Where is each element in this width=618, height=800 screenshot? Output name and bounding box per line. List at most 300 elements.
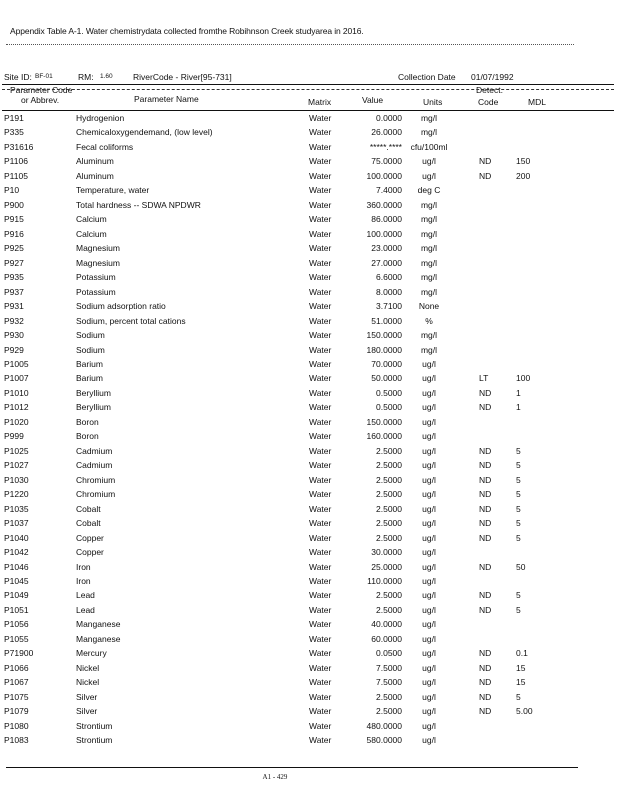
river-code: RiverCode - River[95-731] xyxy=(133,72,232,82)
table-row xyxy=(0,617,618,631)
units-cell: mg/l xyxy=(420,286,438,297)
table-row xyxy=(0,588,618,602)
parameter-name-cell: Cadmium xyxy=(76,460,113,471)
value-cell: 70.0000 xyxy=(371,358,402,369)
detect-code-cell: ND xyxy=(479,460,492,471)
units-cell: ug/l xyxy=(422,503,436,514)
parameter-name-cell: Potassium xyxy=(76,272,116,283)
matrix-cell: Water xyxy=(309,706,332,717)
table-row xyxy=(0,198,618,212)
value-cell: 0.5000 xyxy=(376,402,402,413)
parameter-name-cell: Magnesium xyxy=(76,257,120,268)
detect-code-cell: ND xyxy=(479,402,492,413)
parameter-code-cell: P1005 xyxy=(4,358,29,369)
parameter-code-cell: P1046 xyxy=(4,561,29,572)
matrix-cell: Water xyxy=(309,358,332,369)
parameter-name-cell: Silver xyxy=(76,706,98,717)
matrix-cell: Water xyxy=(309,677,332,688)
units-cell: mg/l xyxy=(420,243,438,254)
table-row xyxy=(0,661,618,675)
matrix-cell: Water xyxy=(309,387,332,398)
matrix-cell: Water xyxy=(309,185,332,196)
units-cell: ug/l xyxy=(422,532,436,543)
parameter-code-cell: P930 xyxy=(4,330,24,341)
table-row xyxy=(0,169,618,183)
parameter-code-cell: P1030 xyxy=(4,474,29,485)
parameter-name-cell: Total hardness -- SDWA NPDWR xyxy=(76,199,201,210)
matrix-cell: Water xyxy=(309,156,332,167)
matrix-cell: Water xyxy=(309,691,332,702)
table-row xyxy=(0,690,618,704)
units-cell: ug/l xyxy=(422,604,436,615)
parameter-code-cell: P929 xyxy=(4,344,24,355)
parameter-name-cell: Barium xyxy=(76,358,103,369)
matrix-cell: Water xyxy=(309,113,332,123)
parameter-code-cell: P915 xyxy=(4,214,24,225)
parameter-code-cell: P10 xyxy=(4,185,20,196)
parameter-name-cell: Mercury xyxy=(76,648,107,659)
table-row xyxy=(0,719,618,733)
detect-code-cell: ND xyxy=(479,170,492,181)
matrix-cell: Water xyxy=(309,489,332,500)
table-row xyxy=(0,357,618,371)
value-cell: 110.0000 xyxy=(367,576,402,586)
parameter-code-cell: P1075 xyxy=(4,691,29,702)
table-row xyxy=(0,444,618,458)
value-cell: 180.0000 xyxy=(366,344,402,355)
parameter-code-cell: P1051 xyxy=(4,604,29,615)
mdl-cell: 5 xyxy=(516,691,521,702)
value-cell: 2.5000 xyxy=(376,474,402,485)
value-cell: 2.5000 xyxy=(376,590,402,601)
value-cell: 51.0000 xyxy=(371,315,402,326)
table-row xyxy=(0,429,618,443)
matrix-cell: Water xyxy=(309,720,332,731)
value-cell: 480.0000 xyxy=(366,720,402,731)
parameter-code-cell: P927 xyxy=(4,257,24,268)
parameter-name-cell: Chemicaloxygendemand, (low level) xyxy=(76,127,213,138)
parameter-name-cell: Strontium xyxy=(76,720,113,731)
value-cell: 60.0000 xyxy=(371,633,402,644)
value-cell: 150.0000 xyxy=(366,330,402,341)
table-row xyxy=(0,386,618,400)
header-code-line2: or Abbrev. xyxy=(21,95,60,105)
matrix-cell: Water xyxy=(309,286,332,297)
site-id-value: BF-01 xyxy=(35,73,53,80)
parameter-code-cell: P1080 xyxy=(4,720,29,731)
detect-code-cell: ND xyxy=(479,604,492,615)
units-cell: ug/l xyxy=(422,474,436,485)
parameter-code-cell: P1010 xyxy=(4,387,29,398)
mdl-cell: 5 xyxy=(516,503,521,514)
page-number: A1 - 429 xyxy=(262,773,288,781)
units-cell: ug/l xyxy=(422,431,436,442)
rm-label: RM: xyxy=(78,72,94,82)
mdl-cell: 5 xyxy=(516,518,521,529)
parameter-code-cell: P1042 xyxy=(4,547,29,558)
matrix-cell: Water xyxy=(309,503,332,514)
detect-code-cell: ND xyxy=(479,387,492,398)
value-cell: 100.0000 xyxy=(366,228,402,239)
parameter-name-cell: Copper xyxy=(76,547,104,558)
mdl-cell: 5 xyxy=(516,489,521,500)
matrix-cell: Water xyxy=(309,460,332,471)
value-cell: 2.5000 xyxy=(376,532,402,543)
units-cell: ug/l xyxy=(422,460,436,471)
table-row xyxy=(0,458,618,472)
parameter-name-cell: Sodium xyxy=(76,330,105,341)
parameter-code-cell: P1049 xyxy=(4,590,29,601)
table-row xyxy=(0,632,618,646)
table-row xyxy=(0,328,618,342)
matrix-cell: Water xyxy=(309,416,332,427)
parameter-name-cell: Magnesium xyxy=(76,243,120,254)
parameter-name-cell: Boron xyxy=(76,431,99,442)
matrix-cell: Water xyxy=(309,474,332,485)
table-row xyxy=(0,212,618,226)
parameter-code-cell: P1025 xyxy=(4,445,29,456)
detect-code-cell: ND xyxy=(479,518,492,529)
units-cell: mg/l xyxy=(420,113,438,123)
detect-code-cell: ND xyxy=(479,662,492,673)
parameter-name-cell: Hydrogenion xyxy=(76,113,125,123)
units-cell: ug/l xyxy=(422,735,436,746)
matrix-cell: Water xyxy=(309,561,332,572)
parameter-name-cell: Lead xyxy=(76,590,95,601)
matrix-cell: Water xyxy=(309,445,332,456)
value-cell: 7.5000 xyxy=(376,677,402,688)
table-row xyxy=(0,111,618,125)
value-cell: 86.0000 xyxy=(371,214,402,225)
detect-code-cell: ND xyxy=(479,648,492,659)
value-cell: 75.0000 xyxy=(371,156,402,167)
table-row xyxy=(0,516,618,530)
value-cell: 360.0000 xyxy=(366,199,402,210)
parameter-name-cell: Chromium xyxy=(76,489,116,500)
units-cell: mg/l xyxy=(420,127,438,138)
units-cell: ug/l xyxy=(422,662,436,673)
table-row xyxy=(0,343,618,357)
parameter-name-cell: Calcium xyxy=(76,214,107,225)
parameter-code-cell: P916 xyxy=(4,228,24,239)
site-info xyxy=(0,72,618,84)
mdl-cell: 5 xyxy=(516,532,521,543)
mdl-cell: 150 xyxy=(516,156,531,167)
table-row xyxy=(0,400,618,414)
mdl-cell: 5.00 xyxy=(516,706,533,717)
units-cell: ug/l xyxy=(422,561,436,572)
header-detect-line1: Detect. xyxy=(476,85,503,95)
parameter-code-cell: P1220 xyxy=(4,489,29,500)
units-cell: ug/l xyxy=(422,720,436,731)
table-row xyxy=(0,487,618,501)
units-cell: mg/l xyxy=(420,257,438,268)
table-row xyxy=(0,227,618,241)
data-table-body xyxy=(0,111,618,748)
value-cell: 6.6000 xyxy=(376,272,402,283)
value-cell: 7.4000 xyxy=(376,185,402,196)
units-cell: ug/l xyxy=(422,387,436,398)
value-cell: 3.7100 xyxy=(376,301,402,312)
mdl-cell: 15 xyxy=(516,662,526,673)
table-row xyxy=(0,241,618,255)
parameter-code-cell: P1105 xyxy=(4,170,28,181)
detect-code-cell: ND xyxy=(479,489,492,500)
mdl-cell: 5 xyxy=(516,460,521,471)
parameter-code-cell: P191 xyxy=(4,113,24,123)
parameter-code-cell: P1066 xyxy=(4,662,29,673)
parameter-code-cell: P1007 xyxy=(4,373,29,384)
units-cell: mg/l xyxy=(420,344,438,355)
matrix-cell: Water xyxy=(309,170,332,181)
value-cell: 150.0000 xyxy=(366,416,402,427)
table-row xyxy=(0,502,618,516)
matrix-cell: Water xyxy=(309,402,332,413)
value-cell: 50.0000 xyxy=(371,373,402,384)
parameter-code-cell: P925 xyxy=(4,243,24,254)
header-matrix: Matrix xyxy=(308,97,332,107)
value-cell: 2.5000 xyxy=(376,445,402,456)
units-cell: ug/l xyxy=(422,170,436,181)
parameter-code-cell: P31616 xyxy=(4,141,34,152)
parameter-name-cell: Cobalt xyxy=(76,518,101,529)
value-cell: 2.5000 xyxy=(376,706,402,717)
parameter-code-cell: P935 xyxy=(4,272,24,283)
header-mdl: MDL xyxy=(528,97,546,107)
detect-code-cell: ND xyxy=(479,691,492,702)
matrix-cell: Water xyxy=(309,228,332,239)
parameter-name-cell: Iron xyxy=(76,576,91,586)
matrix-cell: Water xyxy=(309,590,332,601)
value-cell: 25.0000 xyxy=(371,561,402,572)
value-cell: 2.5000 xyxy=(376,460,402,471)
matrix-cell: Water xyxy=(309,633,332,644)
table-row xyxy=(0,574,618,588)
parameter-name-cell: Beryllium xyxy=(76,402,111,413)
value-cell: 0.0000 xyxy=(376,113,402,123)
mdl-cell: 1 xyxy=(516,402,521,413)
units-cell: ug/l xyxy=(422,156,436,167)
parameter-name-cell: Potassium xyxy=(76,286,116,297)
table-row xyxy=(0,154,618,168)
units-cell: mg/l xyxy=(420,199,438,210)
value-cell: 2.5000 xyxy=(376,489,402,500)
parameter-name-cell: Manganese xyxy=(76,619,121,630)
parameter-code-cell: P1055 xyxy=(4,633,29,644)
matrix-cell: Water xyxy=(309,243,332,254)
units-cell: ug/l xyxy=(422,633,436,644)
matrix-cell: Water xyxy=(309,619,332,630)
units-cell: ug/l xyxy=(422,576,436,586)
units-cell: deg C xyxy=(417,185,441,196)
mdl-cell: 0.1 xyxy=(516,648,528,659)
value-cell: 7.5000 xyxy=(376,662,402,673)
units-cell: ug/l xyxy=(422,590,436,601)
table-row xyxy=(0,560,618,574)
matrix-cell: Water xyxy=(309,648,332,659)
units-cell: ug/l xyxy=(422,648,436,659)
mdl-cell: 200 xyxy=(516,170,531,181)
parameter-code-cell: P335 xyxy=(4,127,24,138)
parameter-name-cell: Lead xyxy=(76,604,95,615)
parameter-code-cell: P1079 xyxy=(4,706,29,717)
parameter-code-cell: P1020 xyxy=(4,416,29,427)
parameter-name-cell: Cobalt xyxy=(76,503,101,514)
parameter-code-cell: P931 xyxy=(4,301,24,312)
parameter-code-cell: P1027 xyxy=(4,460,29,471)
header-detect-line2: Code xyxy=(478,97,499,107)
mdl-cell: 5 xyxy=(516,604,521,615)
table-row xyxy=(0,125,618,139)
units-cell: % xyxy=(425,315,433,326)
units-cell: ug/l xyxy=(422,358,436,369)
value-cell: 2.5000 xyxy=(376,604,402,615)
matrix-cell: Water xyxy=(309,214,332,225)
value-cell: 100.0000 xyxy=(366,170,402,181)
parameter-name-cell: Boron xyxy=(76,416,99,427)
matrix-cell: Water xyxy=(309,344,332,355)
parameter-name-cell: Temperature, water xyxy=(76,185,150,196)
table-row xyxy=(0,140,618,154)
mdl-cell: 100 xyxy=(516,373,531,384)
table-row xyxy=(0,371,618,385)
units-cell: mg/l xyxy=(420,228,438,239)
parameter-name-cell: Strontium xyxy=(76,735,113,746)
mdl-cell: 15 xyxy=(516,677,526,688)
parameter-code-cell: P999 xyxy=(4,431,24,442)
value-cell: 8.0000 xyxy=(376,286,402,297)
value-cell: 160.0000 xyxy=(366,431,402,442)
parameter-name-cell: Aluminum xyxy=(76,156,114,167)
parameter-name-cell: Silver xyxy=(76,691,98,702)
table-row xyxy=(0,270,618,284)
parameter-code-cell: P71900 xyxy=(4,648,34,659)
parameter-code-cell: P937 xyxy=(4,286,24,297)
parameter-name-cell: Iron xyxy=(76,561,91,572)
units-cell: cfu/100ml xyxy=(410,141,448,152)
header-parameter-name: Parameter Name xyxy=(134,94,199,104)
value-cell: 2.5000 xyxy=(376,691,402,702)
table-row xyxy=(0,415,618,429)
table-row xyxy=(0,285,618,299)
parameter-name-cell: Sodium xyxy=(76,344,105,355)
table-row xyxy=(0,314,618,328)
value-cell: 27.0000 xyxy=(371,257,402,268)
mdl-cell: 5 xyxy=(516,445,521,456)
units-cell: ug/l xyxy=(422,445,436,456)
site-id-label: Site ID: xyxy=(4,72,32,82)
detect-code-cell: LT xyxy=(479,373,489,384)
parameter-code-cell: P1035 xyxy=(4,503,29,514)
table-row xyxy=(0,675,618,689)
header-code-line1: Parameter Code xyxy=(10,85,73,95)
units-cell: mg/l xyxy=(420,214,438,225)
rm-value: 1.60 xyxy=(100,73,113,80)
footer-divider xyxy=(6,767,578,768)
table-row xyxy=(0,183,618,197)
parameter-code-cell: P1106 xyxy=(4,156,28,167)
mdl-cell: 5 xyxy=(516,474,521,485)
matrix-cell: Water xyxy=(309,735,332,746)
parameter-code-cell: P1040 xyxy=(4,532,29,543)
table-row xyxy=(0,299,618,313)
matrix-cell: Water xyxy=(309,604,332,615)
units-cell: ug/l xyxy=(422,518,436,529)
table-row xyxy=(0,603,618,617)
table-row xyxy=(0,256,618,270)
matrix-cell: Water xyxy=(309,576,332,586)
value-cell: 40.0000 xyxy=(371,619,402,630)
parameter-name-cell: Sodium adsorption ratio xyxy=(76,301,166,312)
detect-code-cell: ND xyxy=(479,474,492,485)
table-row xyxy=(0,733,618,747)
parameter-code-cell: P1067 xyxy=(4,677,29,688)
units-cell: mg/l xyxy=(420,330,438,341)
matrix-cell: Water xyxy=(309,330,332,341)
parameter-name-cell: Cadmium xyxy=(76,445,113,456)
parameter-name-cell: Fecal coliforms xyxy=(76,141,134,152)
units-cell: None xyxy=(418,301,440,312)
detect-code-cell: ND xyxy=(479,532,492,543)
detect-code-cell: ND xyxy=(479,590,492,601)
detect-code-cell: ND xyxy=(479,503,492,514)
table-row xyxy=(0,545,618,559)
detect-code-cell: ND xyxy=(479,677,492,688)
units-cell: ug/l xyxy=(422,619,436,630)
units-cell: mg/l xyxy=(420,272,438,283)
matrix-cell: Water xyxy=(309,199,332,210)
parameter-name-cell: Copper xyxy=(76,532,104,543)
parameter-name-cell: Chromium xyxy=(76,474,116,485)
detect-code-cell: ND xyxy=(479,561,492,572)
value-cell: 580.0000 xyxy=(366,735,402,746)
table-row xyxy=(0,646,618,660)
matrix-cell: Water xyxy=(309,373,332,384)
value-cell: 23.0000 xyxy=(371,243,402,254)
matrix-cell: Water xyxy=(309,272,332,283)
header-units: Units xyxy=(423,97,443,107)
matrix-cell: Water xyxy=(309,257,332,268)
header-dashed-rule xyxy=(2,89,614,90)
value-cell: *****.**** xyxy=(369,141,402,152)
parameter-name-cell: Nickel xyxy=(76,677,100,688)
detect-code-cell: ND xyxy=(479,156,492,167)
parameter-code-cell: P1083 xyxy=(4,735,29,746)
units-cell: ug/l xyxy=(422,706,436,717)
matrix-cell: Water xyxy=(309,518,332,529)
collection-date-label: Collection Date xyxy=(398,72,456,82)
matrix-cell: Water xyxy=(309,431,332,442)
parameter-code-cell: P1056 xyxy=(4,619,29,630)
units-cell: ug/l xyxy=(422,691,436,702)
parameter-code-cell: P1045 xyxy=(4,576,29,586)
title-divider xyxy=(6,44,574,45)
units-cell: ug/l xyxy=(422,489,436,500)
mdl-cell: 50 xyxy=(516,561,526,572)
parameter-name-cell: Calcium xyxy=(76,228,107,239)
value-cell: 0.0500 xyxy=(376,648,402,659)
value-cell: 2.5000 xyxy=(376,503,402,514)
parameter-name-cell: Sodium, percent total cations xyxy=(76,315,186,326)
matrix-cell: Water xyxy=(309,315,332,326)
header-value: Value xyxy=(362,95,384,105)
matrix-cell: Water xyxy=(309,532,332,543)
parameter-code-cell: P900 xyxy=(4,199,24,210)
parameter-name-cell: Barium xyxy=(76,373,103,384)
matrix-cell: Water xyxy=(309,127,332,138)
units-cell: ug/l xyxy=(422,402,436,413)
parameter-name-cell: Aluminum xyxy=(76,170,114,181)
